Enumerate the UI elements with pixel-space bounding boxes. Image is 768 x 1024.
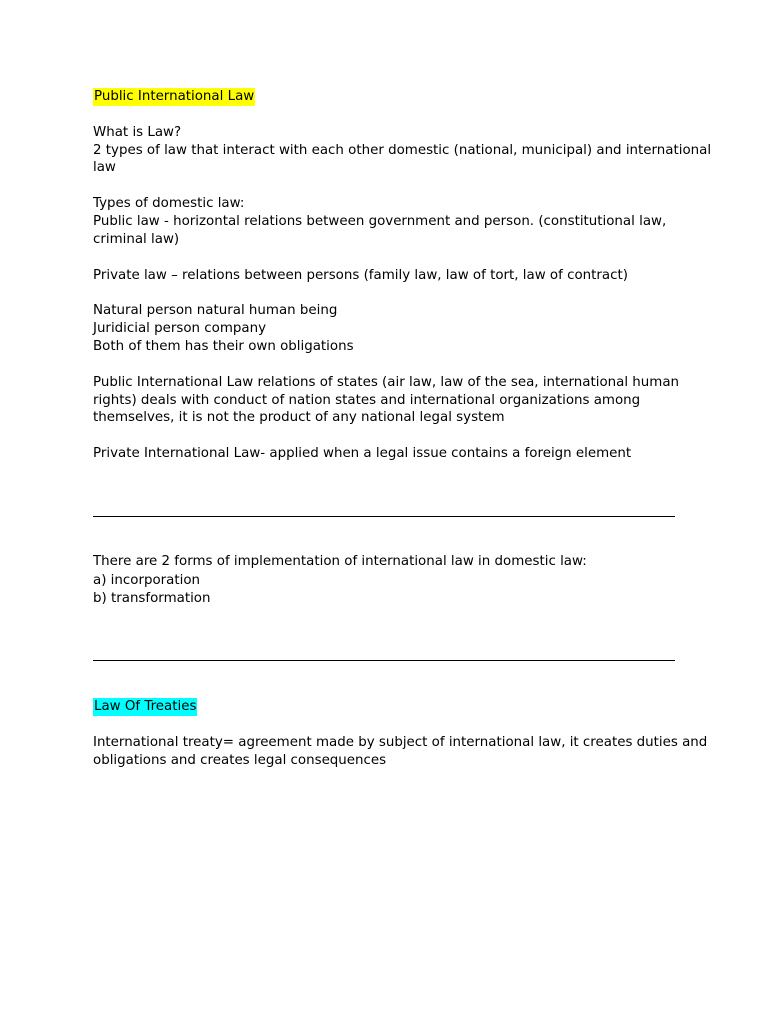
public-law-text-line2: criminal law) [93,232,180,247]
form-a-text: a) incorporation [93,573,201,588]
what-is-law-text: What is Law? [93,125,182,140]
heading-law-of-treaties-row [93,698,197,716]
treaty-text-line2: obligations and creates legal consequences [93,753,387,768]
both-obligations-text: Both of them has their own obligations [93,339,354,354]
horizontal-rule-2 [93,660,675,661]
treaty-text-line1: International treaty= agreement made by subject of international law, it creates duties and [93,735,708,750]
private-law-text: Private law – relations between persons (family law, law of tort, law of contract) [93,268,628,283]
public-law-text-line1: Public law - horizontal relations between government and person. (constitutional law, [93,214,667,229]
two-types-text-line1: 2 types of law that interact with each other domestic (national, municipal) and international [93,143,712,158]
pil-text-line1: Public International Law relations of states (air law, law of the sea, international human [93,375,680,390]
types-domestic-law-text: Types of domestic law: [93,196,245,211]
pil-text-line3: themselves, it is not the product of any national legal system [93,410,505,425]
heading-public-international-law: Public International Law [94,89,255,104]
heading-law-of-treaties: Law Of Treaties [94,699,197,714]
pil-text-line2: rights) deals with conduct of nation states and international organizations among [93,393,641,408]
natural-person-text: Natural person natural human being [93,303,338,318]
horizontal-rule-1 [93,516,675,517]
two-types-text-line2: law [93,160,116,175]
juridicial-person-text: Juridicial person company [93,321,267,336]
forms-intro-text: There are 2 forms of implementation of international law in domestic law: [93,554,587,569]
private-il-text: Private International Law- applied when a legal issue contains a foreign element [93,446,632,461]
heading-public-international-law-row [93,88,255,106]
form-b-text: b) transformation [93,591,211,606]
